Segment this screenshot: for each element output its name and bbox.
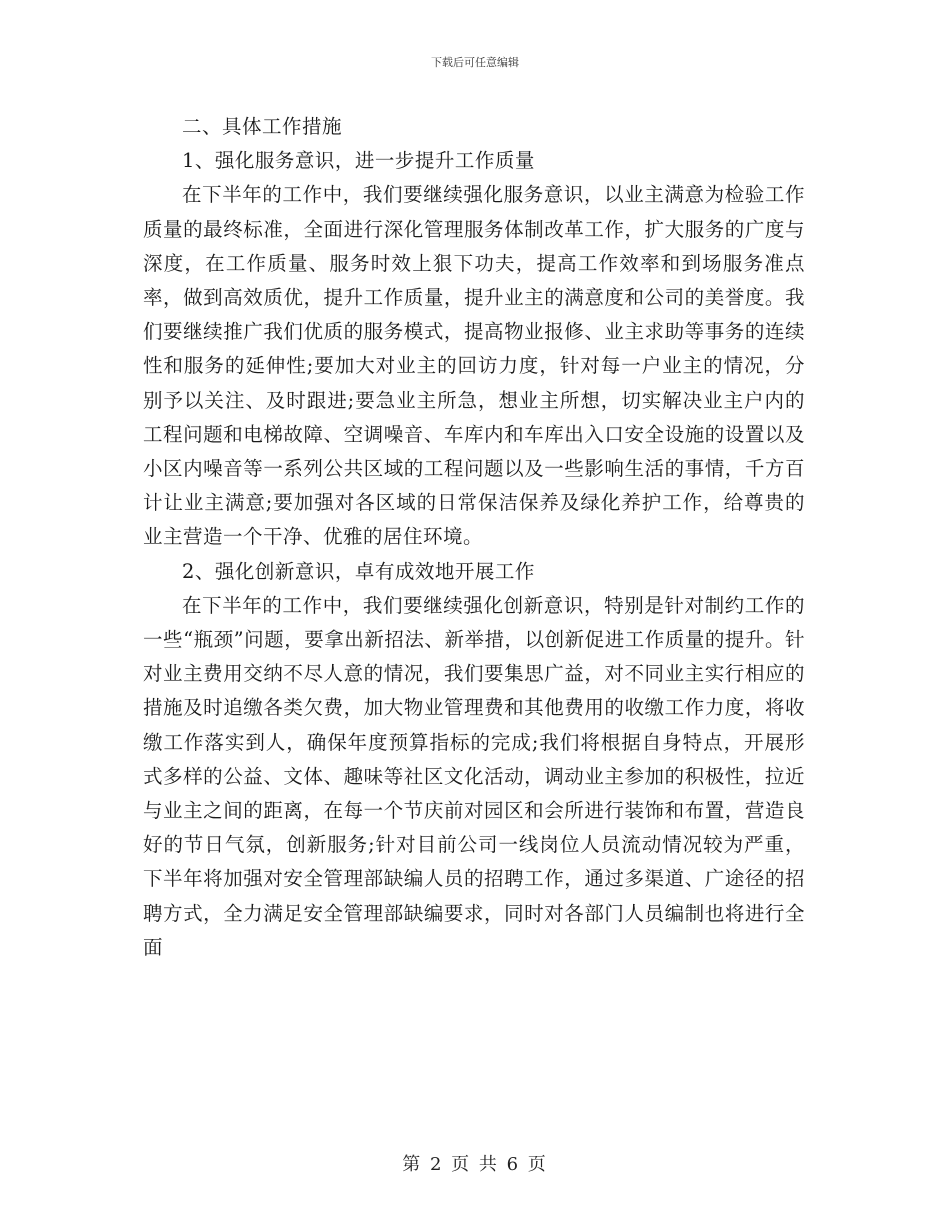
subheading-service: 1、强化服务意识，进一步提升工作质量 — [182, 149, 535, 173]
paragraph-service: 在下半年的工作中，我们要继续强化服务意识，以业主满意为检验工作质量的最终标准，全面进行深化管理服务体制改革工作，扩大服务的广度与深度，在工作质量、服务时效上狠下功夫，提高工作效率和到场服务准点率，做到高效质优，提升工作质量，提升业主的满意度和公司的美誉度。我们要继续推广我们优质的服务模式，提高物业报修、业主求助等事务的连续性和服务的延伸性;要加大对业主的回访力度，针对每一户业主的情况，分别予以关注、及时跟进;要急业主所急，想业主所想，切实解决业主户内的工程问题和电梯故障、空调噪音、车库内和车库出入口安全设施的设置以及小区内噪音等一系列公共区域的工程问题以及一些影响生活的事情，千方百计让业主满意;要加强对各区域的日常保洁保养及绿化养护工作，给尊贵的业主营造一个干净、优雅的居住环境。 — [143, 183, 805, 549]
document-body — [143, 110, 805, 965]
paragraph-innovation: 在下半年的工作中，我们要继续强化创新意识，特别是针对制约工作的一些“瓶颈”问题，要拿出新招法、新举措，以创新促进工作质量的提升。针对业主费用交纳不尽人意的情况，我们要集思广益，对不同业主实行相应的措施及时追缴各类欠费，加大物业管理费和其他费用的收缴工作力度，将收缴工作落实到人，确保年度预算指标的完成;我们将根据自身特点，开展形式多样的公益、文体、趣味等社区文化活动，调动业主参加的积极性，拉近与业主之间的距离，在每一个节庆前对园区和会所进行装饰和布置，营造良好的节日气氛，创新服务;针对目前公司一线岗位人员流动情况较为严重，下半年将加强对安全管理部缺编人员的招聘工作，通过多渠道、广途径的招聘方式，全力满足安全管理部缺编要求，同时对各部门人员编制也将进行全面 — [143, 593, 805, 959]
page-number: 第 2 页 共 6 页 — [402, 1154, 548, 1175]
subheading-innovation: 2、强化创新意识，卓有成效地开展工作 — [182, 559, 535, 583]
section-heading: 二、具体工作措施 — [182, 115, 343, 138]
page-header: 下载后可任意编辑 — [431, 56, 519, 69]
